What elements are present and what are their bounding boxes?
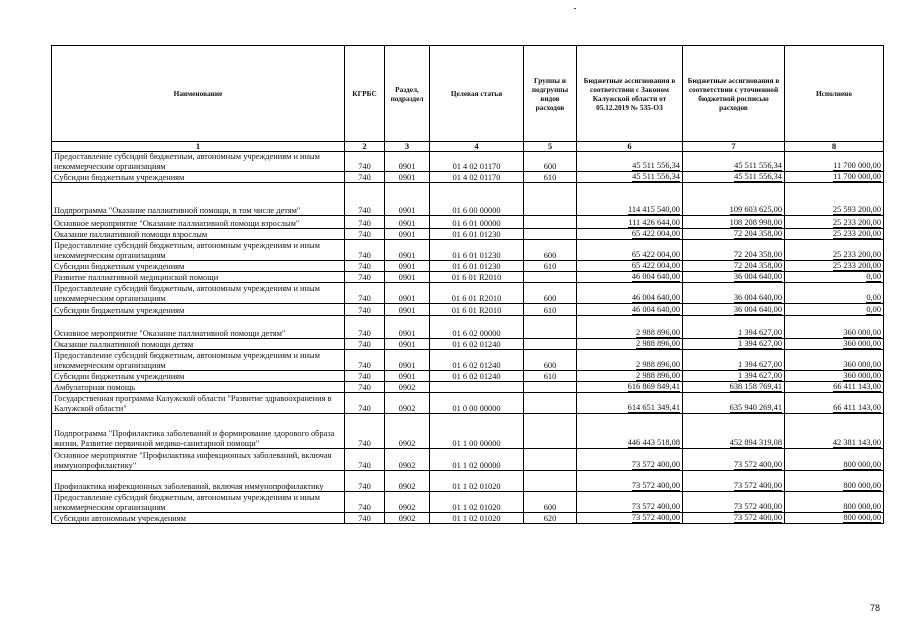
row-law-amount-value: 45 511 556,34	[632, 161, 680, 170]
table-row	[52, 350, 884, 371]
table-row	[52, 261, 884, 272]
table-row	[52, 414, 884, 449]
scan-speck	[574, 8, 576, 9]
row-refined-amount-value: 72 204 358,00	[733, 250, 782, 259]
row-refined-amount-value: 638 158 769,41	[729, 382, 782, 391]
row-name: Предоставление субсидий бюджетным, автономным учреждениям и иным некоммерческим организациям	[52, 283, 345, 304]
row-law-amount	[577, 393, 683, 414]
table-row	[52, 272, 884, 283]
row-law-amount	[577, 382, 683, 393]
row-law-amount	[577, 240, 683, 261]
row-group: 600	[524, 283, 577, 304]
row-executed-amount-value: 360 000,00	[843, 360, 881, 369]
row-name: Субсидии бюджетным учреждениям	[52, 304, 345, 316]
row-group: 610	[524, 261, 577, 272]
row-target: 01 6 01 R2010	[430, 272, 524, 283]
row-refined-amount-value: 72 204 358,00	[733, 229, 782, 238]
table-row	[52, 382, 884, 393]
row-law-amount-value: 111 426 644,00	[628, 218, 680, 227]
row-law-amount	[577, 216, 683, 229]
row-target: 01 6 01 01230	[430, 229, 524, 240]
row-group	[524, 471, 577, 492]
row-law-amount	[577, 261, 683, 272]
row-section: 0901	[385, 172, 430, 183]
table-row	[52, 449, 884, 471]
row-kgrbs: 740	[345, 183, 385, 216]
row-executed-amount-value: 800 000,00	[843, 481, 881, 490]
row-law-amount	[577, 414, 683, 449]
row-refined-amount	[683, 172, 785, 183]
row-executed-amount	[785, 229, 884, 240]
row-law-amount-value: 45 511 556,34	[632, 172, 680, 181]
row-kgrbs: 740	[345, 350, 385, 371]
table-row	[52, 172, 884, 183]
row-executed-amount	[785, 216, 884, 229]
row-group: 620	[524, 513, 577, 524]
row-target: 01 4 02 01170	[430, 152, 524, 172]
row-group: 600	[524, 492, 577, 513]
row-group: 610	[524, 371, 577, 382]
row-law-amount-value: 73 572 400,00	[631, 481, 680, 490]
row-executed-amount	[785, 513, 884, 524]
row-executed-amount	[785, 240, 884, 261]
row-refined-amount	[683, 382, 785, 393]
row-refined-amount-value: 45 511 556,34	[734, 172, 782, 181]
header-group: Группы и подгруппы видов расходов	[524, 46, 577, 142]
row-law-amount	[577, 339, 683, 350]
row-section: 0902	[385, 382, 430, 393]
row-kgrbs: 740	[345, 240, 385, 261]
row-section: 0901	[385, 316, 430, 339]
row-law-amount	[577, 449, 683, 471]
row-section: 0901	[385, 283, 430, 304]
row-name: Оказание паллиативной помощи детям	[52, 339, 345, 350]
row-group	[524, 316, 577, 339]
row-executed-amount	[785, 152, 884, 172]
row-target: 01 4 02 01170	[430, 172, 524, 183]
column-number: 4	[430, 142, 524, 152]
table-row	[52, 152, 884, 172]
row-refined-amount-value: 73 572 400,00	[733, 513, 782, 522]
row-section: 0902	[385, 393, 430, 414]
header-section: Раздел, подраздел	[385, 46, 430, 142]
row-executed-amount	[785, 272, 884, 283]
row-refined-amount	[683, 492, 785, 513]
row-executed-amount-value: 0,00	[866, 305, 881, 314]
row-section: 0901	[385, 216, 430, 229]
row-name: Государственная программа Калужской области "Развитие здравоохранения в Калужской области"	[52, 393, 345, 414]
table-row	[52, 393, 884, 414]
column-number: 8	[785, 142, 884, 152]
row-target: 01 1 02 01020	[430, 513, 524, 524]
row-refined-amount	[683, 240, 785, 261]
row-name: Основное мероприятие "Профилактика инфекционных заболеваний, включая иммунопрофилактику"	[52, 449, 345, 471]
row-refined-amount-value: 452 894 319,08	[729, 438, 782, 447]
header-target: Целевая статья	[430, 46, 524, 142]
row-target: 01 6 01 R2010	[430, 304, 524, 316]
row-executed-amount-value: 25 233 200,00	[832, 229, 881, 238]
row-refined-amount	[683, 229, 785, 240]
row-group	[524, 216, 577, 229]
row-refined-amount-value: 36 004 640,00	[733, 293, 782, 302]
row-name: Подпрограмма "Оказание паллиативной помощи, в том числе детям"	[52, 183, 345, 216]
table-header-row	[52, 46, 884, 142]
row-name: Оказание паллиативной помощи взрослым	[52, 229, 345, 240]
row-executed-amount	[785, 414, 884, 449]
row-refined-amount	[683, 449, 785, 471]
table-row	[52, 216, 884, 229]
header-kgrbs: КГРБС	[345, 46, 385, 142]
row-group	[524, 183, 577, 216]
row-group	[524, 339, 577, 350]
table-row	[52, 183, 884, 216]
row-name: Предоставление субсидий бюджетным, автономным учреждениям и иным некоммерческим организациям	[52, 240, 345, 261]
row-law-amount	[577, 492, 683, 513]
row-law-amount	[577, 371, 683, 382]
row-executed-amount-value: 25 233 200,00	[832, 218, 881, 227]
row-executed-amount	[785, 339, 884, 350]
row-target: 01 6 00 00000	[430, 183, 524, 216]
row-refined-amount	[683, 414, 785, 449]
row-group: 610	[524, 172, 577, 183]
column-number: 6	[577, 142, 683, 152]
row-kgrbs: 740	[345, 471, 385, 492]
column-number-row	[52, 142, 884, 152]
row-refined-amount	[683, 283, 785, 304]
row-refined-amount-value: 109 603 625,00	[729, 205, 782, 214]
row-target: 01 1 02 01020	[430, 471, 524, 492]
row-section: 0902	[385, 449, 430, 471]
row-executed-amount	[785, 471, 884, 492]
row-law-amount-value: 65 422 004,00	[631, 250, 680, 259]
row-name: Субсидии бюджетным учреждениям	[52, 261, 345, 272]
row-executed-amount	[785, 449, 884, 471]
column-number: 2	[345, 142, 385, 152]
row-executed-amount-value: 800 000,00	[843, 513, 881, 522]
column-number: 1	[52, 142, 345, 152]
row-kgrbs: 740	[345, 272, 385, 283]
column-number: 7	[683, 142, 785, 152]
row-section: 0901	[385, 229, 430, 240]
row-executed-amount	[785, 283, 884, 304]
row-kgrbs: 740	[345, 216, 385, 229]
row-executed-amount	[785, 371, 884, 382]
row-kgrbs: 740	[345, 492, 385, 513]
row-group: 600	[524, 152, 577, 172]
column-number: 5	[524, 142, 577, 152]
row-target: 01 6 01 00000	[430, 216, 524, 229]
row-group	[524, 229, 577, 240]
row-target: 01 6 01 R2010	[430, 283, 524, 304]
row-refined-amount	[683, 152, 785, 172]
row-kgrbs: 740	[345, 283, 385, 304]
row-refined-amount	[683, 183, 785, 216]
row-executed-amount-value: 11 700 000,00	[833, 172, 881, 181]
row-name: Субсидии бюджетным учреждениям	[52, 172, 345, 183]
table-row	[52, 316, 884, 339]
row-name: Субсидии автономным учреждениям	[52, 513, 345, 524]
row-law-amount-value: 46 004 640,00	[631, 272, 680, 281]
row-law-amount	[577, 183, 683, 216]
row-law-amount	[577, 172, 683, 183]
row-law-amount-value: 2 988 896,00	[636, 371, 680, 380]
table-row	[52, 371, 884, 382]
row-law-amount	[577, 471, 683, 492]
row-refined-amount	[683, 513, 785, 524]
row-target: 01 6 01 01230	[430, 261, 524, 272]
row-target	[430, 382, 524, 393]
row-law-amount	[577, 513, 683, 524]
row-law-amount-value: 2 988 896,00	[636, 328, 680, 337]
row-refined-amount-value: 36 004 640,00	[733, 305, 782, 314]
row-law-amount-value: 73 572 400,00	[631, 513, 680, 522]
row-kgrbs: 740	[345, 449, 385, 471]
row-name: Основное мероприятие "Оказание паллиативной помощи детям"	[52, 316, 345, 339]
table-row	[52, 339, 884, 350]
table-row	[52, 492, 884, 513]
row-executed-amount-value: 360 000,00	[843, 371, 881, 380]
row-group	[524, 449, 577, 471]
row-executed-amount-value: 25 593 200,00	[832, 205, 881, 214]
row-refined-amount	[683, 316, 785, 339]
row-executed-amount	[785, 393, 884, 414]
row-executed-amount-value: 66 411 143,00	[833, 382, 881, 391]
row-kgrbs: 740	[345, 152, 385, 172]
row-executed-amount	[785, 492, 884, 513]
row-executed-amount-value: 800 000,00	[843, 502, 881, 511]
row-law-amount-value: 446 443 518,08	[627, 438, 680, 447]
row-executed-amount-value: 360 000,00	[843, 328, 881, 337]
table-row	[52, 304, 884, 316]
row-executed-amount-value: 0,00	[866, 293, 881, 302]
row-law-amount	[577, 229, 683, 240]
row-executed-amount-value: 25 233 200,00	[832, 250, 881, 259]
row-law-amount-value: 46 004 640,00	[631, 305, 680, 314]
row-kgrbs: 740	[345, 261, 385, 272]
row-kgrbs: 740	[345, 371, 385, 382]
row-refined-amount-value: 1 394 627,00	[738, 360, 782, 369]
row-section: 0902	[385, 414, 430, 449]
row-section: 0901	[385, 339, 430, 350]
row-refined-amount	[683, 393, 785, 414]
row-executed-amount-value: 800 000,00	[843, 460, 881, 469]
row-law-amount-value: 65 422 004,00	[631, 261, 680, 270]
row-kgrbs: 740	[345, 414, 385, 449]
row-refined-amount-value: 73 572 400,00	[733, 502, 782, 511]
row-group	[524, 414, 577, 449]
page-number: 78	[870, 603, 881, 613]
row-target: 01 6 02 01240	[430, 350, 524, 371]
row-refined-amount-value: 36 004 640,00	[733, 272, 782, 281]
column-number: 3	[385, 142, 430, 152]
row-section: 0901	[385, 304, 430, 316]
row-group	[524, 272, 577, 283]
table-row	[52, 513, 884, 524]
header-executed: Исполнено	[785, 46, 884, 142]
row-kgrbs: 740	[345, 513, 385, 524]
row-kgrbs: 740	[345, 393, 385, 414]
row-refined-amount-value: 635 940 269,41	[729, 403, 782, 412]
row-section: 0902	[385, 471, 430, 492]
row-refined-amount-value: 72 204 358,00	[733, 261, 782, 270]
row-section: 0901	[385, 183, 430, 216]
table-row	[52, 240, 884, 261]
row-executed-amount	[785, 382, 884, 393]
row-kgrbs: 740	[345, 339, 385, 350]
row-executed-amount	[785, 261, 884, 272]
row-name: Развитие паллиативной медицинской помощи	[52, 272, 345, 283]
row-target: 01 1 00 00000	[430, 414, 524, 449]
row-group	[524, 382, 577, 393]
row-name: Амбулаторная помощь	[52, 382, 345, 393]
row-section: 0901	[385, 240, 430, 261]
row-executed-amount	[785, 350, 884, 371]
row-section: 0901	[385, 272, 430, 283]
row-refined-amount-value: 45 511 556,34	[734, 161, 782, 170]
row-target: 01 0 00 00000	[430, 393, 524, 414]
row-refined-amount	[683, 304, 785, 316]
row-kgrbs: 740	[345, 229, 385, 240]
row-executed-amount	[785, 304, 884, 316]
row-name: Подпрограмма "Профилактика заболеваний и формирование здорового образа жизни. Развитие первичной медико-санитарной помощи"	[52, 414, 345, 449]
row-group: 600	[524, 350, 577, 371]
row-executed-amount-value: 66 411 143,00	[833, 403, 881, 412]
row-refined-amount-value: 1 394 627,00	[738, 328, 782, 337]
row-refined-amount-value: 1 394 627,00	[738, 339, 782, 348]
header-name: Наименование	[52, 46, 345, 142]
row-target: 01 6 02 00000	[430, 316, 524, 339]
row-kgrbs: 740	[345, 382, 385, 393]
row-kgrbs: 740	[345, 304, 385, 316]
row-refined-amount	[683, 371, 785, 382]
row-target: 01 1 02 01020	[430, 492, 524, 513]
row-group	[524, 393, 577, 414]
row-name: Предоставление субсидий бюджетным, автономным учреждениям и иным некоммерческим организациям	[52, 350, 345, 371]
row-refined-amount	[683, 272, 785, 283]
row-refined-amount	[683, 339, 785, 350]
row-section: 0901	[385, 371, 430, 382]
row-refined-amount	[683, 261, 785, 272]
row-kgrbs: 740	[345, 172, 385, 183]
table-body	[52, 152, 884, 524]
row-section: 0902	[385, 513, 430, 524]
row-section: 0901	[385, 152, 430, 172]
row-target: 01 6 02 01240	[430, 371, 524, 382]
row-target: 01 6 01 01230	[430, 240, 524, 261]
table-row	[52, 283, 884, 304]
row-executed-amount-value: 25 233 200,00	[832, 261, 881, 270]
row-law-amount-value: 46 004 640,00	[631, 293, 680, 302]
row-executed-amount-value: 42 381 143,00	[832, 438, 881, 447]
row-executed-amount	[785, 316, 884, 339]
row-law-amount	[577, 272, 683, 283]
row-refined-amount-value: 108 208 998,00	[729, 218, 782, 227]
row-law-amount	[577, 304, 683, 316]
row-law-amount	[577, 152, 683, 172]
row-law-amount	[577, 350, 683, 371]
row-law-amount-value: 114 415 540,00	[627, 205, 680, 214]
row-law-amount-value: 2 988 896,00	[636, 339, 680, 348]
row-law-amount-value: 614 651 349,41	[627, 403, 680, 412]
row-section: 0902	[385, 492, 430, 513]
row-executed-amount	[785, 172, 884, 183]
row-group: 610	[524, 304, 577, 316]
row-refined-amount-value: 1 394 627,00	[738, 371, 782, 380]
header-refined: Бюджетные ассигнования в соответствии с уточненной бюджетной росписью расходов	[683, 46, 785, 142]
row-refined-amount	[683, 216, 785, 229]
row-executed-amount-value: 11 700 000,00	[833, 161, 881, 170]
table-row	[52, 229, 884, 240]
budget-table	[51, 45, 884, 524]
row-refined-amount	[683, 350, 785, 371]
row-name: Субсидии бюджетным учреждениям	[52, 371, 345, 382]
row-executed-amount	[785, 183, 884, 216]
row-law-amount	[577, 316, 683, 339]
header-law: Бюджетные ассигнования в соответствии с Законом Калужской области от 05.12.2019 № 535-ОЗ	[577, 46, 683, 142]
row-name: Предоставление субсидий бюджетным, автономным учреждениям и иным некоммерческим организациям	[52, 492, 345, 513]
row-refined-amount	[683, 471, 785, 492]
row-refined-amount-value: 73 572 400,00	[733, 481, 782, 490]
row-executed-amount-value: 0,00	[866, 272, 881, 281]
table-row	[52, 471, 884, 492]
row-target: 01 6 02 01240	[430, 339, 524, 350]
row-law-amount-value: 616 869 849,41	[627, 382, 680, 391]
row-target: 01 1 02 00000	[430, 449, 524, 471]
row-name: Предоставление субсидий бюджетным, автономным учреждениям и иным некоммерческим организациям	[52, 152, 345, 172]
row-name: Профилактика инфекционных заболеваний, включая иммунопрофилактику	[52, 471, 345, 492]
row-executed-amount-value: 360 000,00	[843, 339, 881, 348]
row-section: 0901	[385, 261, 430, 272]
row-law-amount-value: 65 422 004,00	[631, 229, 680, 238]
row-refined-amount-value: 73 572 400,00	[733, 460, 782, 469]
row-law-amount-value: 73 572 400,00	[631, 502, 680, 511]
row-name: Основное мероприятие "Оказание паллиативной помощи взрослым"	[52, 216, 345, 229]
row-law-amount-value: 73 572 400,00	[631, 460, 680, 469]
row-section: 0901	[385, 350, 430, 371]
row-kgrbs: 740	[345, 316, 385, 339]
row-law-amount	[577, 283, 683, 304]
row-group: 600	[524, 240, 577, 261]
row-law-amount-value: 2 988 896,00	[636, 360, 680, 369]
